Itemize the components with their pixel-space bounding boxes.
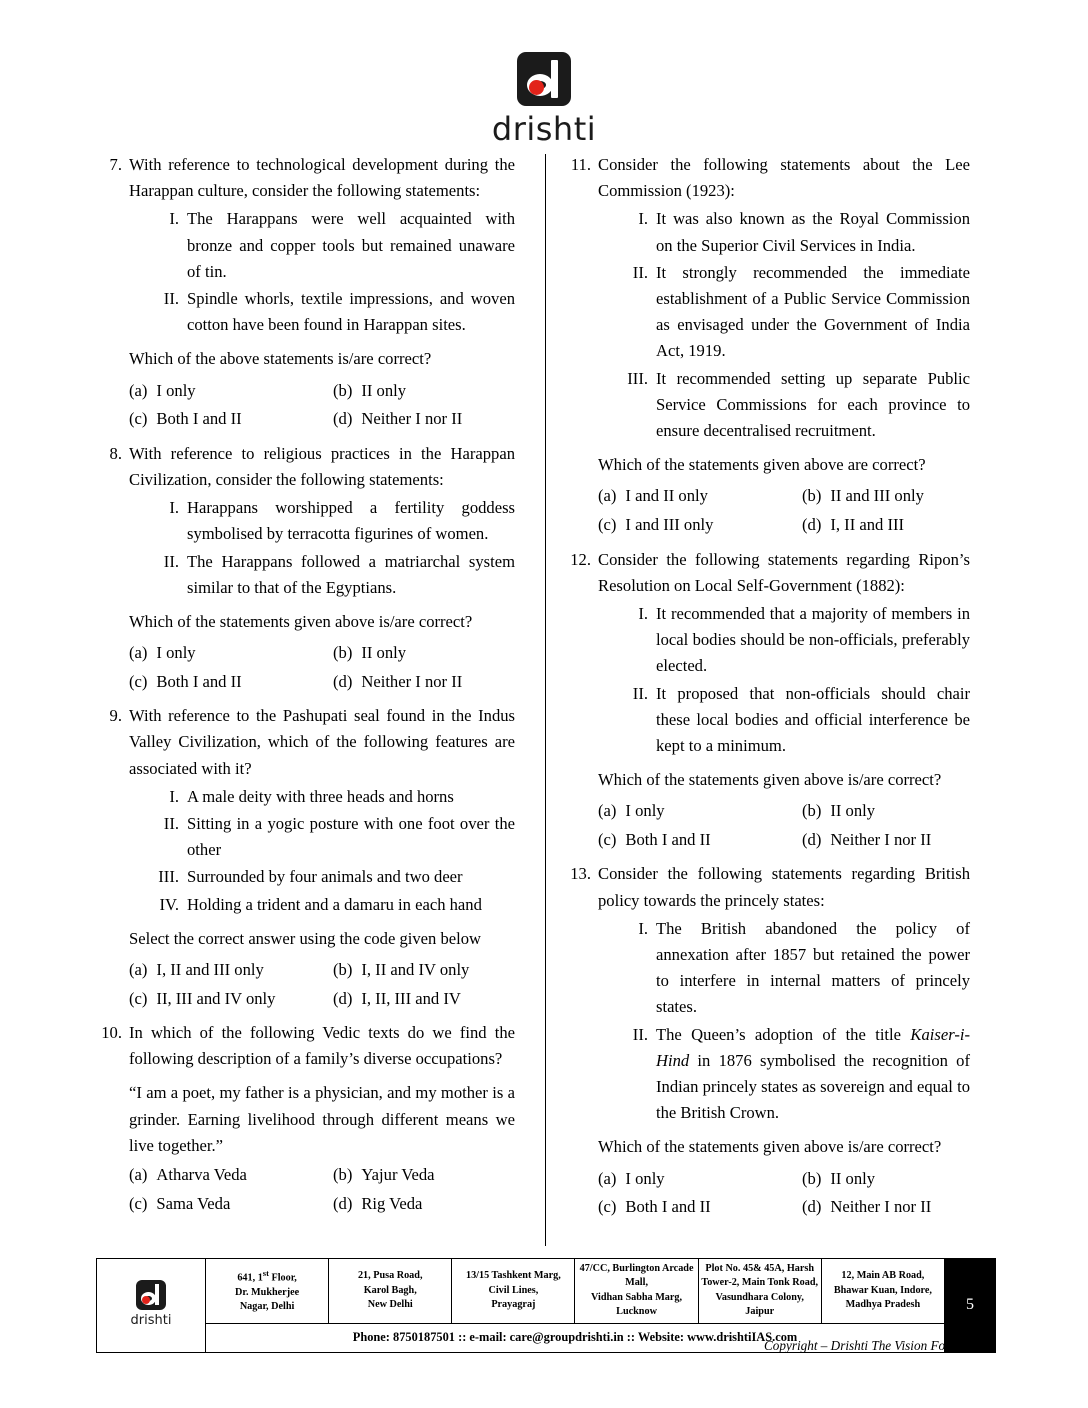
question-body bbox=[129, 441, 515, 696]
statement-text: The Harappans followed a matriarchal system similar to that of the Egyptians. bbox=[187, 551, 515, 597]
option-d[interactable] bbox=[333, 1190, 515, 1219]
option-label: (c) bbox=[129, 1193, 148, 1213]
option-label: (b) bbox=[802, 486, 822, 506]
option-label: (b) bbox=[333, 1165, 353, 1185]
statement-text: Holding a trident and a damaru in each hand bbox=[187, 894, 482, 914]
footer-address-row bbox=[97, 1259, 996, 1324]
footer-logo-cell bbox=[97, 1259, 206, 1353]
question-block bbox=[565, 152, 970, 540]
question-number: 10. bbox=[101, 1023, 122, 1043]
option-text: II, III and IV only bbox=[156, 988, 276, 1008]
option-text: Both I and II bbox=[156, 409, 242, 429]
question-columns bbox=[96, 152, 996, 1229]
statement-text: The Queen’s adoption of the title Kaiser-i-Hind in 1876 symbolised the recognition of Indian princely states as sovereign and equal to the British Crown. bbox=[656, 1024, 970, 1123]
option-label: (b) bbox=[802, 1168, 822, 1188]
question-body bbox=[129, 703, 515, 1013]
option-label: (c) bbox=[598, 514, 617, 534]
option-text: Both I and II bbox=[625, 1197, 711, 1217]
question-prompt: Which of the above statements is/are correct? bbox=[129, 349, 432, 369]
statement-item bbox=[620, 681, 970, 760]
option-row bbox=[598, 511, 970, 540]
option-row bbox=[598, 826, 970, 855]
statement-item bbox=[151, 286, 515, 338]
option-row bbox=[129, 1161, 515, 1190]
statement-item bbox=[151, 811, 515, 863]
statement-list bbox=[598, 206, 970, 444]
option-label: (c) bbox=[598, 1197, 617, 1217]
statement-item bbox=[620, 916, 970, 1021]
option-a[interactable] bbox=[129, 377, 333, 406]
statement-text: It was also known as the Royal Commission on the Superior Civil Services in India. bbox=[656, 209, 970, 255]
statement-number: I. bbox=[638, 918, 648, 938]
question-body bbox=[598, 861, 970, 1221]
footer-address-2: 13/15 Tashkent Marg, Civil Lines, Prayagraj bbox=[452, 1259, 575, 1324]
option-list bbox=[129, 639, 515, 696]
question-prompt: Which of the statements given above are correct? bbox=[598, 455, 926, 475]
option-row bbox=[129, 668, 515, 697]
question-block bbox=[565, 861, 970, 1221]
statement-list bbox=[129, 206, 515, 338]
statement-list bbox=[598, 916, 970, 1127]
option-a[interactable] bbox=[129, 639, 333, 668]
statement-number: II. bbox=[163, 813, 179, 833]
statement-item bbox=[151, 892, 515, 918]
option-a[interactable] bbox=[129, 956, 333, 985]
option-text: Neither I nor II bbox=[830, 829, 932, 849]
option-row bbox=[129, 639, 515, 668]
option-label: (b) bbox=[802, 801, 822, 821]
option-list bbox=[129, 377, 515, 434]
option-c[interactable] bbox=[598, 826, 802, 855]
option-d[interactable] bbox=[333, 668, 515, 697]
footer-contact: Phone: 8750187501 :: e-mail: care@groupdrishti.in :: Website: www.drishtiIAS.com bbox=[206, 1323, 945, 1352]
drishti-logo-icon-footer bbox=[101, 1280, 201, 1330]
question-block bbox=[96, 703, 515, 1013]
question-stem: In which of the following Vedic texts do we find the following description of a family’s diverse occupations? bbox=[129, 1023, 515, 1069]
option-row bbox=[598, 1165, 970, 1194]
option-label: (a) bbox=[129, 643, 148, 663]
option-row bbox=[129, 985, 515, 1014]
statement-number: II. bbox=[163, 289, 179, 309]
question-number: 11. bbox=[570, 155, 591, 174]
option-b[interactable] bbox=[802, 797, 970, 826]
option-row bbox=[129, 956, 515, 985]
question-prompt: Which of the statements given above is/are correct? bbox=[598, 770, 942, 790]
question-body bbox=[598, 547, 970, 855]
statement-list bbox=[129, 495, 515, 601]
left-column bbox=[96, 152, 533, 1229]
option-list bbox=[598, 797, 970, 854]
option-text: I, II and III bbox=[830, 514, 905, 534]
brand-name: drishti bbox=[491, 110, 597, 148]
option-text: Neither I nor II bbox=[361, 409, 463, 429]
option-label: (d) bbox=[333, 1193, 353, 1213]
question-body bbox=[598, 152, 970, 540]
statement-text: The Harappans were well acquainted with bronze and copper tools but remained unaware of tin. bbox=[187, 209, 515, 281]
statement-text: It strongly recommended the immediate establishment of a Public Service Commission as envisaged under the Government of India Act, 1919. bbox=[656, 262, 970, 361]
option-list bbox=[598, 482, 970, 539]
option-d[interactable] bbox=[802, 511, 970, 540]
option-label: (d) bbox=[333, 671, 353, 691]
statement-number: IV. bbox=[159, 894, 179, 914]
option-text: I only bbox=[625, 1168, 665, 1188]
option-label: (a) bbox=[598, 486, 617, 506]
footer-address-5: 12, Main AB Road, Bhawar Kuan, Indore, Madhya Pradesh bbox=[821, 1259, 944, 1324]
option-text: I only bbox=[625, 801, 665, 821]
option-c[interactable] bbox=[598, 1193, 802, 1222]
brand-header bbox=[0, 52, 1088, 148]
option-text: II only bbox=[830, 801, 876, 821]
question-prompt: Which of the statements given above is/are correct? bbox=[598, 1137, 942, 1157]
question-block bbox=[96, 1020, 515, 1218]
option-label: (a) bbox=[129, 380, 148, 400]
option-text: Neither I nor II bbox=[361, 671, 463, 691]
option-row bbox=[598, 1193, 970, 1222]
option-text: I and II only bbox=[625, 486, 708, 506]
question-block bbox=[96, 441, 515, 696]
footer-address-4: Plot No. 45& 45A, Harsh Tower-2, Main Tonk Road, Vasundhara Colony, Jaipur bbox=[698, 1259, 821, 1324]
question-number: 12. bbox=[570, 549, 591, 569]
statement-number: II. bbox=[163, 551, 179, 571]
copyright-note: Copyright – Drishti The Vision Foundation bbox=[764, 1338, 992, 1353]
statement-number: II. bbox=[632, 262, 648, 282]
footer-brand-name: drishti bbox=[130, 1313, 172, 1329]
option-a[interactable] bbox=[598, 482, 802, 511]
statement-number: I. bbox=[638, 603, 648, 623]
option-b[interactable] bbox=[333, 639, 515, 668]
option-d[interactable] bbox=[333, 405, 515, 434]
option-b[interactable] bbox=[333, 1161, 515, 1190]
option-list bbox=[129, 956, 515, 1013]
statement-number: III. bbox=[158, 867, 179, 887]
option-text: Both I and II bbox=[625, 829, 711, 849]
option-d[interactable] bbox=[802, 826, 970, 855]
statement-item bbox=[151, 549, 515, 601]
statement-item bbox=[620, 366, 970, 445]
option-label: (d) bbox=[802, 1197, 822, 1217]
option-c[interactable] bbox=[598, 511, 802, 540]
option-c[interactable] bbox=[129, 985, 333, 1014]
option-label: (c) bbox=[129, 409, 148, 429]
statement-text: Surrounded by four animals and two deer bbox=[187, 867, 463, 887]
option-label: (c) bbox=[129, 988, 148, 1008]
option-text: I and III only bbox=[625, 514, 714, 534]
option-label: (d) bbox=[802, 829, 822, 849]
question-stem: Consider the following statements regarding British policy towards the princely states: bbox=[598, 864, 970, 910]
option-c[interactable] bbox=[129, 668, 333, 697]
option-label: (a) bbox=[598, 1168, 617, 1188]
option-text: I, II and IV only bbox=[361, 960, 470, 979]
option-text: Neither I nor II bbox=[830, 1197, 932, 1217]
statement-number: I. bbox=[638, 209, 648, 229]
question-body bbox=[129, 1020, 515, 1218]
option-c[interactable] bbox=[129, 1190, 333, 1219]
statement-item bbox=[620, 206, 970, 258]
option-text: I, II and III only bbox=[156, 960, 264, 979]
statement-item bbox=[620, 601, 970, 680]
option-text: Both I and II bbox=[156, 671, 242, 691]
statement-number: II. bbox=[632, 1024, 648, 1044]
option-label: (c) bbox=[598, 829, 617, 849]
option-text: II and III only bbox=[830, 486, 924, 506]
question-number: 7. bbox=[109, 155, 122, 174]
statement-number: I. bbox=[169, 498, 179, 518]
option-text: II only bbox=[830, 1168, 876, 1188]
statement-number: II. bbox=[632, 683, 648, 703]
statement-item bbox=[151, 495, 515, 547]
option-a[interactable] bbox=[598, 797, 802, 826]
option-row bbox=[129, 1190, 515, 1219]
question-number: 9. bbox=[109, 706, 122, 726]
option-text: II only bbox=[361, 643, 407, 663]
statement-text: It recommended that a majority of members in local bodies should be non-officials, preferably elected. bbox=[656, 603, 970, 676]
option-a[interactable] bbox=[129, 1161, 333, 1190]
statement-list bbox=[129, 784, 515, 918]
statement-number: I. bbox=[169, 209, 179, 229]
question-stem: Consider the following statements regarding Ripon’s Resolution on Local Self-Government (1882): bbox=[598, 549, 970, 595]
option-text: I only bbox=[156, 643, 196, 663]
statement-number: III. bbox=[627, 368, 648, 388]
question-block bbox=[96, 152, 515, 434]
option-text: Sama Veda bbox=[156, 1193, 231, 1213]
option-row bbox=[598, 797, 970, 826]
statement-text: Spindle whorls, textile impressions, and woven cotton have been found in Harappan sites. bbox=[187, 289, 515, 335]
statement-text: It proposed that non-officials should chair these local bodies and official interference be kept to a minimum. bbox=[656, 683, 970, 755]
option-b[interactable] bbox=[802, 1165, 970, 1194]
statement-text: A male deity with three heads and horns bbox=[187, 786, 454, 806]
option-label: (a) bbox=[598, 801, 617, 821]
option-b[interactable] bbox=[802, 482, 970, 511]
statement-item bbox=[151, 206, 515, 285]
statement-list bbox=[598, 601, 970, 759]
question-quote: “I am a poet, my father is a physician, and my mother is a grinder. Earning livelihood through different means we live together.” bbox=[129, 1083, 515, 1155]
page-number: 5 bbox=[945, 1259, 996, 1353]
statement-item bbox=[620, 260, 970, 365]
option-a[interactable] bbox=[598, 1165, 802, 1194]
statement-text: The British abandoned the policy of annexation after 1857 but retained the power to interfere in internal matters of princely states. bbox=[656, 918, 970, 1017]
question-block bbox=[565, 547, 970, 855]
option-label: (b) bbox=[333, 380, 353, 400]
option-label: (b) bbox=[333, 643, 353, 663]
question-prompt: Select the correct answer using the code given below bbox=[129, 928, 482, 948]
statement-text: It recommended setting up separate Public Service Commissions for each province to ensure decentralised recruitment. bbox=[656, 368, 970, 441]
option-label: (a) bbox=[129, 1165, 148, 1185]
option-text: Atharva Veda bbox=[156, 1165, 247, 1185]
question-number: 13. bbox=[570, 864, 591, 884]
option-text: Yajur Veda bbox=[361, 1165, 435, 1185]
option-b[interactable] bbox=[333, 956, 515, 985]
option-list bbox=[598, 1165, 970, 1222]
option-label: (c) bbox=[129, 671, 148, 691]
footer-address-3: 47/CC, Burlington Arcade Mall, Vidhan Sabha Marg, Lucknow bbox=[575, 1259, 698, 1324]
question-number: 8. bbox=[109, 443, 122, 463]
option-row bbox=[129, 377, 515, 406]
question-prompt: Which of the statements given above is/are correct? bbox=[129, 611, 473, 631]
option-label: (d) bbox=[802, 514, 822, 534]
option-label: (a) bbox=[129, 960, 148, 979]
question-stem: With reference to the Pashupati seal found in the Indus Valley Civilization, which of the following features are associated with it? bbox=[129, 706, 515, 778]
footer-address-0: 641, 1st Floor, Dr. Mukherjee Nagar, Delhi bbox=[206, 1259, 329, 1324]
option-c[interactable] bbox=[129, 405, 333, 434]
option-text: Rig Veda bbox=[361, 1193, 423, 1213]
statement-text: Sitting in a yogic posture with one foot over the other bbox=[187, 813, 515, 860]
footer-address-1: 21, Pusa Road, Karol Bagh, New Delhi bbox=[329, 1259, 452, 1324]
option-list bbox=[129, 1161, 515, 1218]
option-row bbox=[598, 482, 970, 511]
option-label: (d) bbox=[333, 988, 353, 1008]
option-d[interactable] bbox=[802, 1193, 970, 1222]
right-column bbox=[533, 152, 970, 1229]
option-d[interactable] bbox=[333, 985, 515, 1014]
question-stem: With reference to religious practices in the Harappan Civilization, consider the following statements: bbox=[129, 443, 515, 489]
statement-number: I. bbox=[169, 786, 179, 806]
question-stem: With reference to technological development during the Harappan culture, consider the following statements: bbox=[129, 155, 515, 201]
option-b[interactable] bbox=[333, 377, 515, 406]
option-label: (b) bbox=[333, 960, 353, 979]
option-text: I, II, III and IV bbox=[361, 988, 461, 1008]
drishti-logo-icon bbox=[517, 52, 571, 106]
statement-text: Harappans worshipped a fertility goddess symbolised by terracotta figurines of women. bbox=[187, 498, 515, 544]
option-text: I only bbox=[156, 380, 196, 400]
option-row bbox=[129, 405, 515, 434]
statement-item bbox=[151, 784, 515, 810]
question-body bbox=[129, 152, 515, 434]
statement-item bbox=[620, 1022, 970, 1127]
question-stem: Consider the following statements about the Lee Commission (1923): bbox=[598, 155, 970, 201]
statement-item bbox=[151, 864, 515, 890]
option-label: (d) bbox=[333, 409, 353, 429]
option-text: II only bbox=[361, 380, 407, 400]
